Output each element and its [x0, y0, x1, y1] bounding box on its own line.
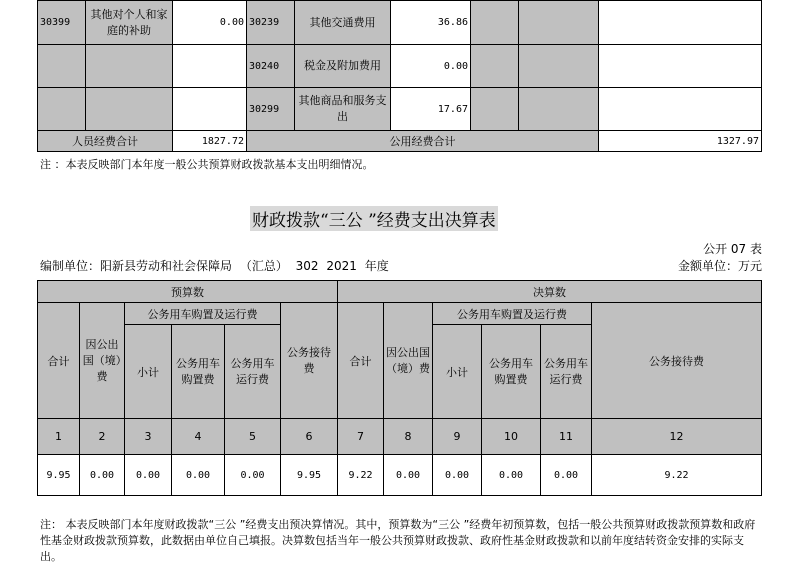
car-group-header: 公务用车购置及运行费: [125, 303, 281, 325]
col-number: 9: [433, 419, 482, 455]
col-header: 公务用车购置费: [482, 325, 541, 419]
code-cell: 30240: [247, 45, 295, 88]
col-number: 8: [384, 419, 433, 455]
col-number: 6: [281, 419, 338, 455]
top-note: 注 ：本表反映部门本年度一般公共预算财政拨款基本支出明细情况。: [40, 158, 374, 171]
basic-expenditure-table: [37, 0, 762, 152]
col-header: 公务用车运行费: [541, 325, 592, 419]
col-header: 合计: [338, 303, 384, 419]
col-number: 4: [172, 419, 225, 455]
value-cell: 17.67: [391, 88, 471, 131]
name-cell: 其他对个人和家庭的补助: [86, 1, 173, 45]
values-row: [38, 455, 762, 496]
personnel-total-value: 1827.72: [173, 131, 247, 152]
col-number: 12: [592, 419, 762, 455]
form-number: 公开 07 表: [703, 242, 762, 256]
value-cell: 9.22: [338, 455, 384, 496]
code-cell: 30399: [38, 1, 86, 45]
compiling-unit: 编制单位：阳新县劳动和社会保障局 （汇总） 302 2021 年度: [40, 259, 389, 273]
value-cell: 0.00: [541, 455, 592, 496]
sanggong-table: [37, 280, 762, 496]
page-title: 财政拨款“三公 ”经费支出决算表: [250, 206, 498, 231]
final-header: 决算数: [338, 281, 762, 303]
public-total-label: 公用经费合计: [247, 131, 599, 152]
value-cell: 0.00: [173, 1, 247, 45]
table-row: [38, 45, 762, 88]
name-cell: 税金及附加费用: [295, 45, 391, 88]
col-number: 5: [225, 419, 281, 455]
value-cell: 0.00: [384, 455, 433, 496]
value-cell: 0.00: [391, 45, 471, 88]
value-cell: 9.95: [38, 455, 80, 496]
column-number-row: [38, 419, 762, 455]
budget-header: 预算数: [38, 281, 338, 303]
value-cell: 0.00: [482, 455, 541, 496]
col-number: 2: [80, 419, 125, 455]
col-number: 1: [38, 419, 80, 455]
col-number: 7: [338, 419, 384, 455]
value-cell: 0.00: [80, 455, 125, 496]
currency-unit: 金额单位：万元: [677, 259, 762, 273]
col-header: 因公出国（境）费: [384, 303, 433, 419]
public-total-value: 1327.97: [599, 131, 762, 152]
col-header: 公务接待费: [592, 303, 762, 419]
code-cell: 30239: [247, 1, 295, 45]
value-cell: 0.00: [225, 455, 281, 496]
value-cell: 36.86: [391, 1, 471, 45]
col-header: 小计: [125, 325, 172, 419]
table-row: [38, 1, 762, 45]
car-group-header: 公务用车购置及运行费: [433, 303, 592, 325]
personnel-total-label: 人员经费合计: [38, 131, 173, 152]
code-cell: 30299: [247, 88, 295, 131]
col-number: 11: [541, 419, 592, 455]
value-cell: 0.00: [433, 455, 482, 496]
col-header: 公务用车运行费: [225, 325, 281, 419]
col-header: 公务接待费: [281, 303, 338, 419]
col-header: 公务用车购置费: [172, 325, 225, 419]
totals-row: [38, 131, 762, 152]
value-cell: 0.00: [172, 455, 225, 496]
col-header: 合计: [38, 303, 80, 419]
bottom-note: 注： 本表反映部门本年度财政拨款“三公 ”经费支出预决算情况。其中，预算数为“三公 ”经费年初预算数，包括一般公共预算财政拨款预算数和政府性基金财政拨款预算数，此数据由单位自己填报。决算数包括当年一般公共预算财政拨款、政府性基金财政拨款和以前年度结转资金安排的实际支出。: [40, 518, 756, 563]
col-header: 小计: [433, 325, 482, 419]
col-number: 10: [482, 419, 541, 455]
col-number: 3: [125, 419, 172, 455]
name-cell: 其他交通费用: [295, 1, 391, 45]
value-cell: 9.22: [592, 455, 762, 496]
value-cell: 9.95: [281, 455, 338, 496]
table-row: [38, 88, 762, 131]
value-cell: 0.00: [125, 455, 172, 496]
col-header: 因公出国（境）费: [80, 303, 125, 419]
name-cell: 其他商品和服务支出: [295, 88, 391, 131]
